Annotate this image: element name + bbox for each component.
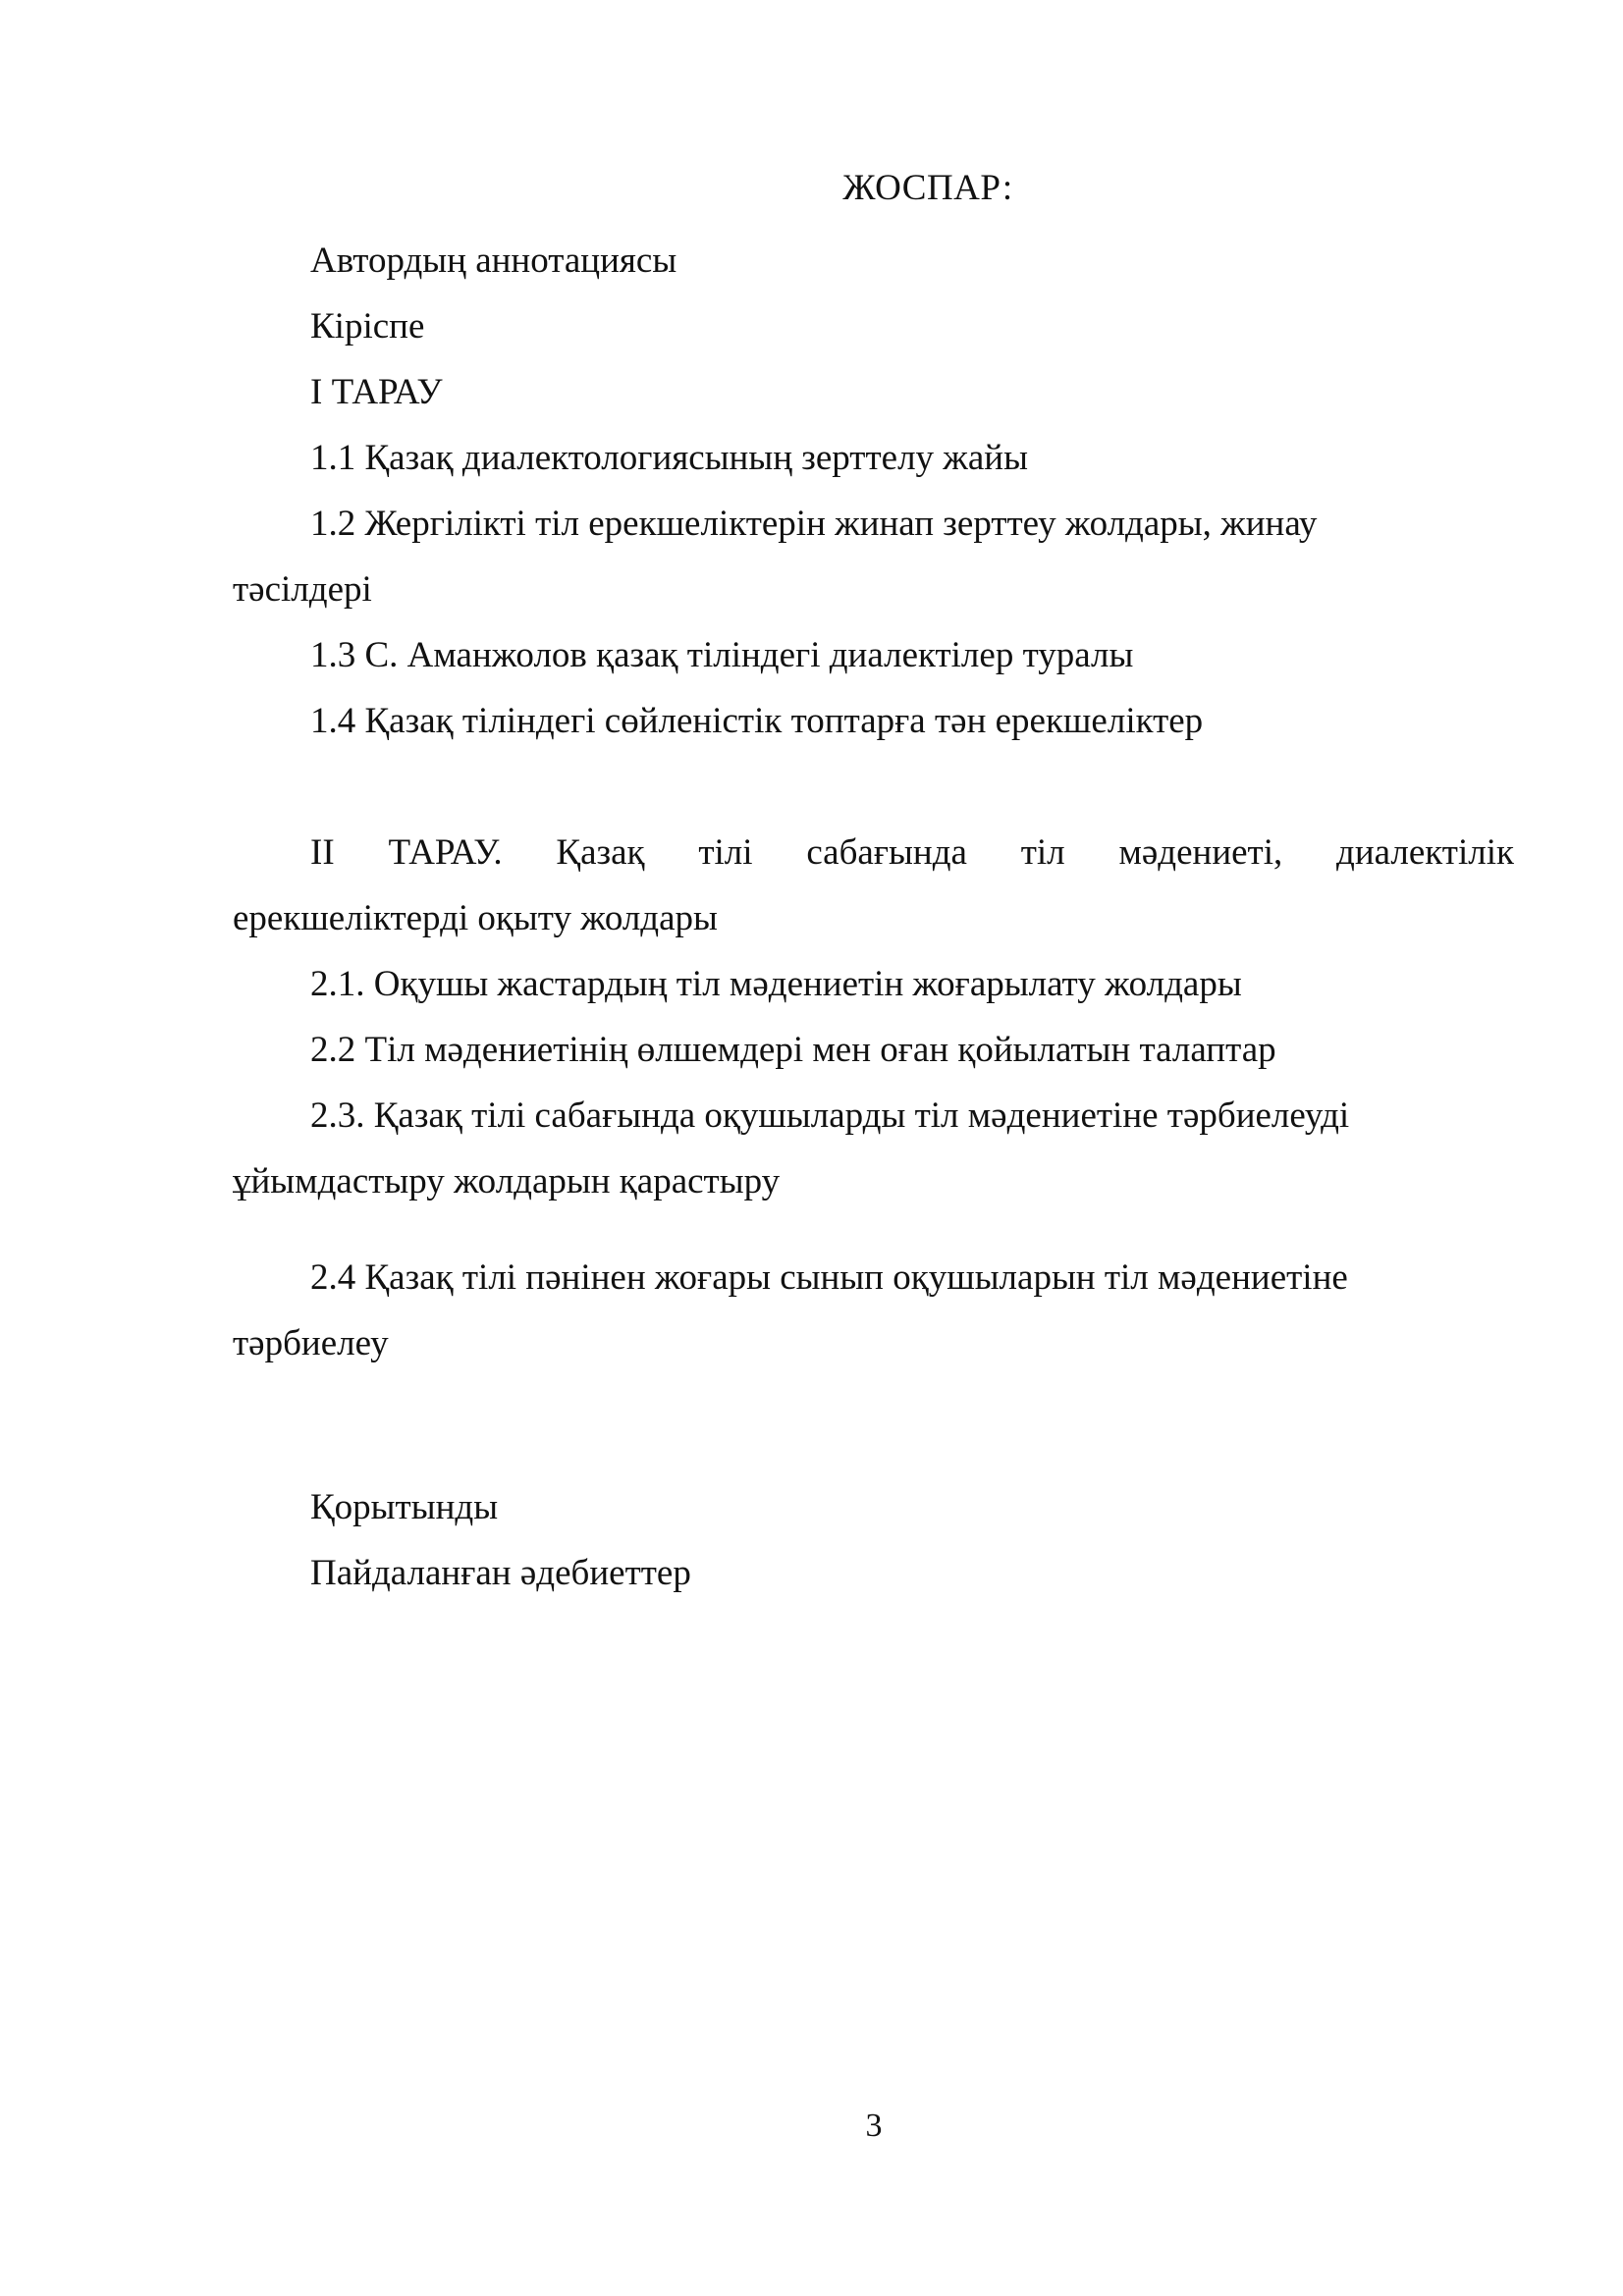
toc-item-2-2: 2.2 Тіл мәдениетінің өлшемдері мен оған қойылатын талаптар — [310, 1030, 1276, 1070]
chapter2-word: ІІ — [310, 832, 335, 873]
toc-item-2-1: 2.1. Оқушы жастардың тіл мәдениетін жоғарылату жолдары — [310, 964, 1242, 1004]
toc-item-2-3-line2: ұйымдастыру жолдарын қарастыру — [233, 1161, 781, 1201]
toc-item-1-2-line2: тәсілдері — [233, 569, 372, 610]
chapter2-word: мәдениеті, — [1118, 832, 1283, 873]
toc-item-annotation: Автордың аннотациясы — [310, 240, 677, 281]
chapter2-word: диалектілік — [1336, 832, 1514, 873]
toc-item-1-2-line1: 1.2 Жергілікті тіл ерекшеліктерін жинап зерттеу жолдары, жинау — [310, 504, 1318, 544]
toc-chapter-1: І ТАРАУ — [310, 372, 443, 412]
page-number: 3 — [865, 2108, 883, 2144]
toc-item-1-4: 1.4 Қазақ тіліндегі сөйленістік топтарға тән ерекшеліктер — [310, 701, 1204, 741]
toc-item-1-3: 1.3 С. Аманжолов қазақ тіліндегі диалектілер туралы — [310, 635, 1134, 675]
chapter2-word: ТАРАУ. — [388, 832, 503, 873]
toc-item-references: Пайдаланған әдебиеттер — [310, 1553, 691, 1593]
chapter2-word: сабағында — [806, 832, 967, 873]
toc-item-2-4-line2: тәрбиелеу — [233, 1323, 389, 1363]
toc-item-conclusion: Қорытынды — [310, 1487, 499, 1527]
toc-item-intro: Кіріспе — [310, 306, 425, 347]
page-title: ЖОСПАР: — [842, 168, 1013, 208]
toc-item-1-1: 1.1 Қазақ диалектологиясының зерттелу жайы — [310, 438, 1028, 478]
toc-chapter-2-line2: ерекшеліктерді оқыту жолдары — [233, 898, 718, 938]
toc-item-2-3-line1: 2.3. Қазақ тілі сабағында оқушыларды тіл мәдениетіне тәрбиелеуді — [310, 1095, 1350, 1136]
chapter2-word: тіл — [1020, 832, 1065, 873]
toc-chapter-2-line1 — [310, 831, 1514, 875]
toc-item-2-4-line1: 2.4 Қазақ тілі пәнінен жоғары сынып оқушыларын тіл мәдениетіне — [310, 1257, 1348, 1298]
chapter2-word: Қазақ — [556, 832, 645, 873]
chapter2-word: тілі — [698, 832, 753, 873]
